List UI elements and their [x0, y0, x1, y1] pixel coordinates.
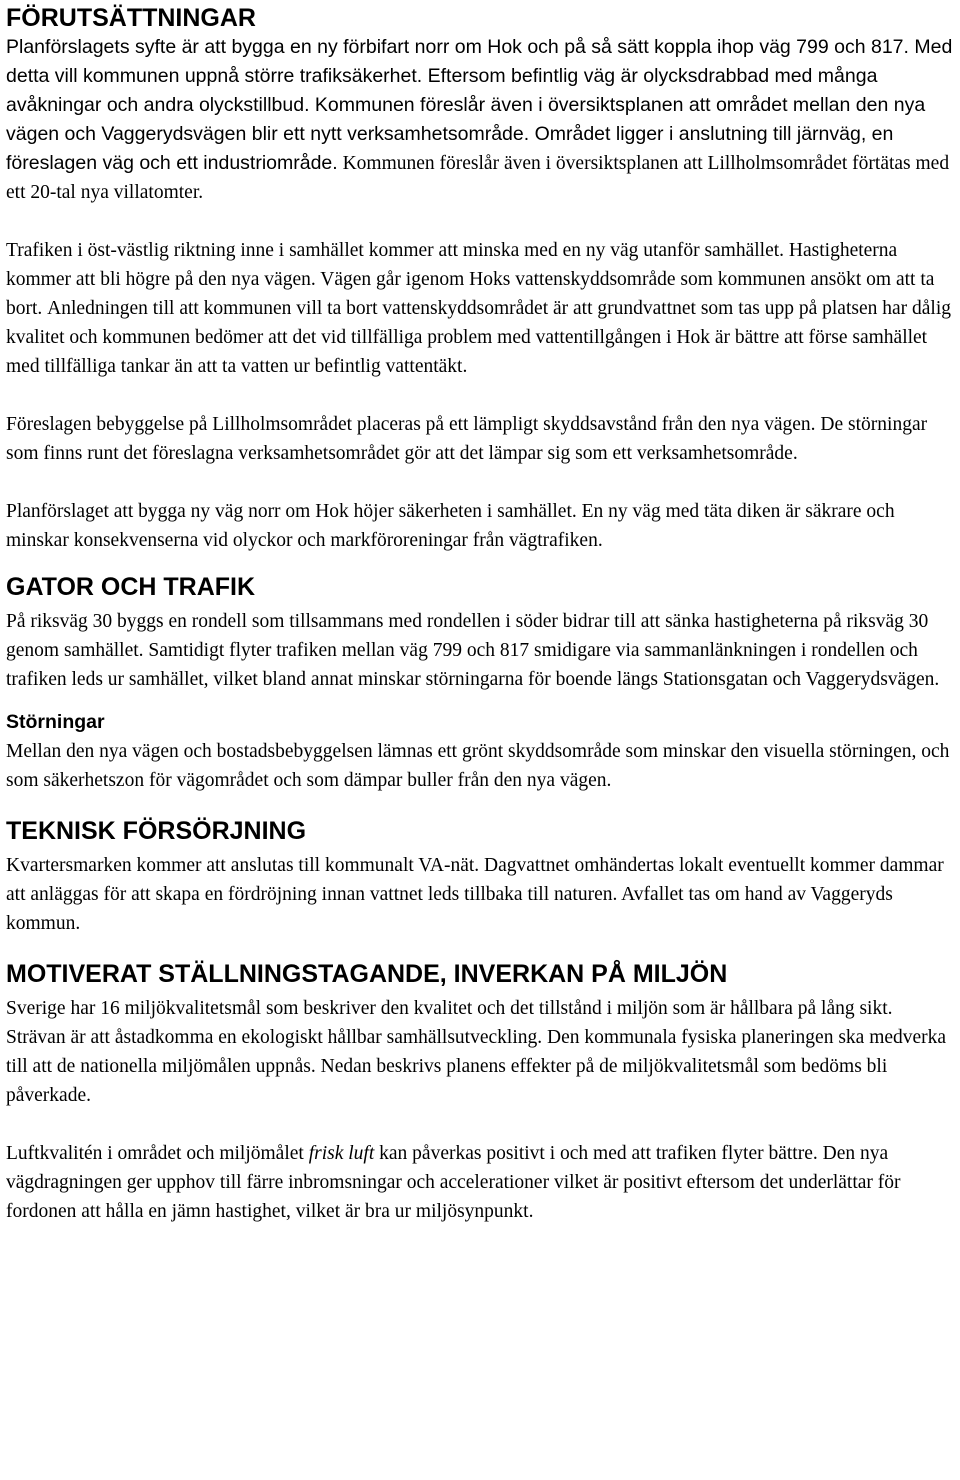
- paragraph-forutsattningar-1-part-a: Planförslagets syfte är att bygga en ny förbifart norr om Hok och på så sätt koppla ihop väg 799 och 817. Med detta vill kommunen uppnå större trafiksäkerhet. Eftersom befintlig väg är olycksdrabbad med många avåkningar och andra olyckstillbud. Kommunen föreslår även i översiktsplanen att området mellan den nya vägen och Vaggerydsvägen blir ett nytt verksamhetsområde. Området ligger i anslutning till järnväg, en föreslagen väg och ett industriområde.: [6, 36, 953, 174]
- paragraph-forutsattningar-3: Föreslagen bebyggelse på Lillholmsområdet placeras på ett lämpligt skyddsavstånd från den nya vägen. De störningar som finns runt det föreslagna verksamhetsområdet gör att det lämpar sig som ett verksamhetsområde.: [6, 414, 928, 464]
- paragraph-motiverat-2: [6, 1139, 956, 1226]
- paragraph-forutsattningar-2-part-b: Anledningen till att kommunen vill ta bort vattenskyddsområdet är att grundvattnet som tas upp på platsen har dålig kvalitet och kommunen bedömer att det vid tillfälliga problem med vattentillgången i Hok är bättre att förse samhället med tillfälliga tankar än att ta vatten ur befintlig vattentäkt.: [6, 298, 952, 377]
- paragraph-teknisk-1: Kvartersmarken kommer att anslutas till kommunalt VA-nät. Dagvattnet omhändertas lokalt eventuellt kommer dammar att anläggas för att skapa en fördröjning innan vattnet leds tillbaka till naturen. Avfallet tas om hand av Vaggeryds kommun.: [6, 855, 944, 934]
- subheading-storningar: Störningar: [6, 711, 105, 733]
- paragraph-gator-2: Mellan den nya vägen och bostadsbebyggelsen lämnas ett grönt skyddsområde som minskar den visuella störningen, och som säkerhetszon för vägområdet och som dämpar buller från den nya vägen.: [6, 741, 950, 791]
- heading-forutsattningar: FÖRUTSÄTTNINGAR: [6, 4, 256, 32]
- heading-teknisk-forsorjning: TEKNISK FÖRSÖRJNING: [6, 817, 307, 845]
- paragraph-forutsattningar-1: [6, 33, 956, 207]
- paragraph-motiverat-2-before: Luftkvalitén i området och miljömålet: [6, 1143, 309, 1164]
- paragraph-motiverat-2-after: kan påverkas positivt i och med att trafiken flyter bättre. Den nya vägdragningen ger upphov till färre inbromsningar och accelerationer vilket är positivt eftersom det underlättar för fordonen att hålla en jämn hastighet, vilket är bra ur miljösynpunkt.: [6, 1143, 901, 1222]
- paragraph-forutsattningar-2: [6, 236, 956, 381]
- paragraph-motiverat-2-italic: frisk luft: [308, 1143, 375, 1164]
- paragraph-gator-1: På riksväg 30 byggs en rondell som tillsammans med rondellen i söder bidrar till att sänka hastigheterna på riksväg 30 genom samhället. Samtidigt flyter trafiken mellan väg 799 och 817 smidigare via sammanlänkningen i rondellen och trafiken leds ur samhället, vilket bland annat minskar störningarna för boende längs Stationsgatan och Vaggerydsvägen.: [6, 611, 940, 690]
- paragraph-motiverat-1: Sverige har 16 miljökvalitetsmål som beskriver den kvalitet och det tillstånd i miljön som är hållbara på lång sikt. Strävan är att åstadkomma en ekologiskt hållbar samhällsutveckling. Den kommunala fysiska planeringen ska medverka till att de nationella miljömålen uppnås. Nedan beskrivs planens effekter på de miljökvalitetsmål som bedöms bli påverkade.: [6, 998, 947, 1106]
- heading-gator-och-trafik: GATOR OCH TRAFIK: [6, 573, 256, 601]
- heading-motiverat-stallningstagande: MOTIVERAT STÄLLNINGSTAGANDE, INVERKAN PÅ MILJÖN: [6, 960, 728, 988]
- paragraph-forutsattningar-1-part-b: Kommunen föreslår även i översiktsplanen att Lillholmsområdet förtätas med ett 20-tal nya villatomter.: [6, 153, 950, 203]
- document-page: [6, 0, 956, 1226]
- paragraph-forutsattningar-4: Planförslaget att bygga ny väg norr om Hok höjer säkerheten i samhället. En ny väg med täta diken är säkrare och minskar konsekvenserna vid olyckor och markföroreningar från vägtrafiken.: [6, 501, 895, 551]
- paragraph-forutsattningar-2-part-a: Trafiken i öst-västlig riktning inne i samhället kommer att minska med en ny väg utanför samhället. Hastigheterna kommer att bli högre på den nya vägen. Vägen går igenom Hoks vattenskyddsområde som kommunen ansökt om att ta bort.: [6, 240, 935, 319]
